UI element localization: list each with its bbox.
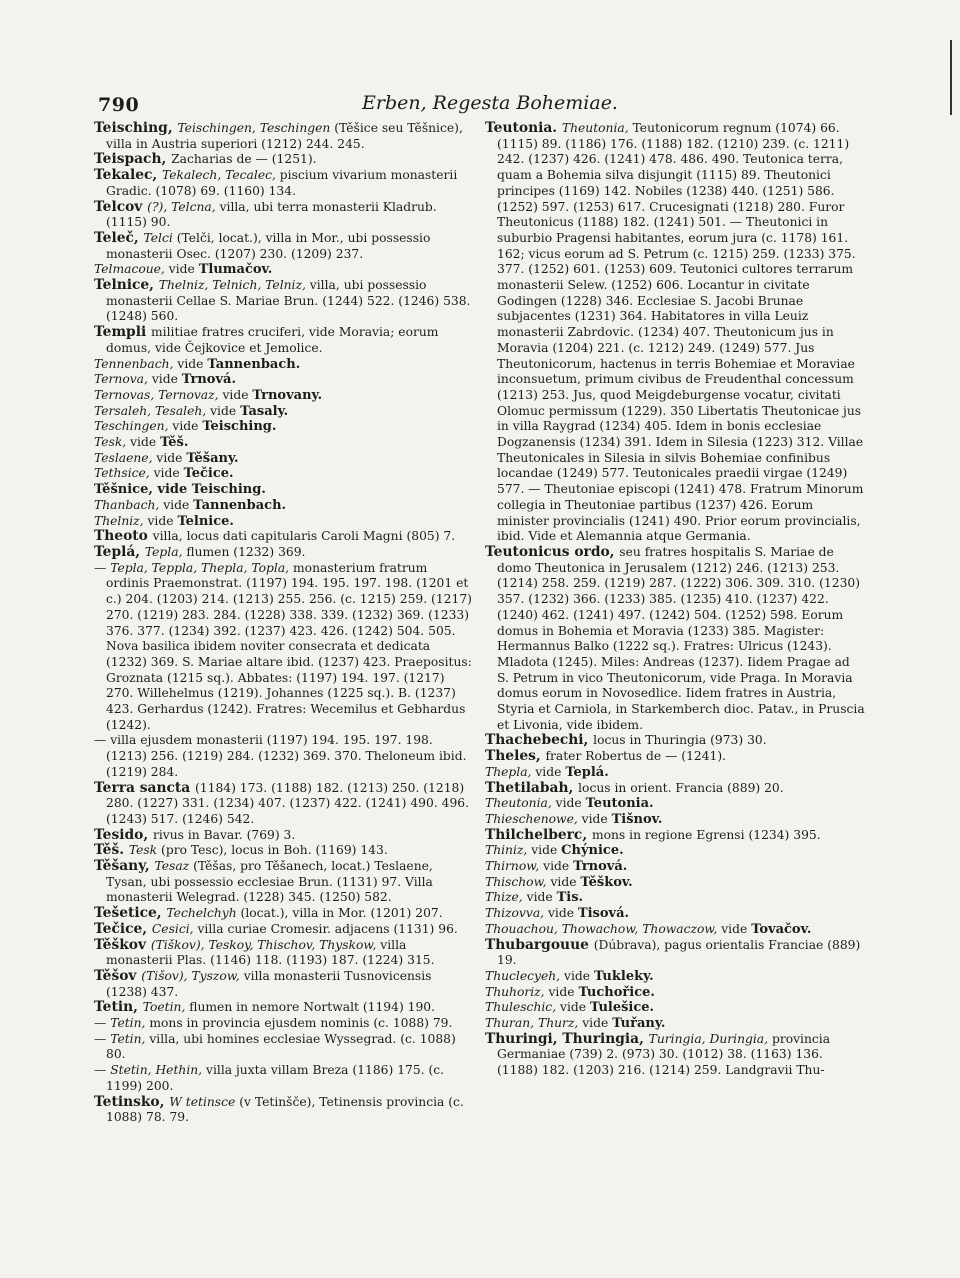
entry-text: — villa ejusdem monasterii (1197) 194. 195. 197. 198. (1213) 256. (1219) 284. (1232) 369. 370. Theloneum ibid. (1219) 284.	[94, 733, 467, 779]
entry-text: vide	[218, 387, 253, 402]
entry-cross-reference: Tukleky.	[593, 968, 654, 984]
entry-variant: Cesici,	[151, 921, 194, 936]
index-entry	[485, 828, 865, 844]
right-column	[485, 121, 865, 1079]
running-head: Erben, Regesta Bohemiae.	[362, 92, 618, 114]
entry-text: (pro Tesc), locus in Boh. (1169) 143.	[157, 843, 388, 858]
margin-rule	[950, 40, 952, 115]
index-entry	[94, 152, 474, 168]
index-entry	[485, 922, 865, 938]
index-entry	[94, 1095, 474, 1126]
entry-variant: Tesk,	[94, 435, 127, 450]
entry-headword: Terra sancta	[94, 779, 195, 796]
entry-headword: Thuringi, Thuringia,	[485, 1030, 649, 1047]
index-entry	[485, 121, 865, 545]
index-entry	[94, 121, 474, 152]
entry-headword: Thachebechi,	[485, 732, 594, 749]
entry-headword: Tetinsko,	[94, 1093, 170, 1110]
index-entry	[485, 765, 865, 781]
entry-variant: Tersaleh, Tesaleh,	[94, 403, 207, 418]
entry-text: seu fratres hospitalis S. Mariae de domo Theutonica in Jerusalem (1212) 246. (1213) 253. (1214) 258. 259. (1219) 287. (1222) 306. 309. 310. (1230) 357. (1232) 366. (1233) 385. (1235) 410. (1237) 422. (1240) 462. (1241) 497. (1242) 504. (1252) 598. Eorum domus in Bohemia et Moravia (1233) 385. Magister: Hermannus Balko (1222 sq.). Fratres: Ulricus (1243). Mladota (1245). Miles: Andreas (1237). Iidem Pragae ad S. Petrum in vico Theutonicorum, vide Praga. In Moravia domus eorum in Novosedlice. Iidem fratres in Austria, Styria et Carniola, in Starkemberch dioc. Patav., in Pruscia et Livonia, vide ibidem.	[497, 544, 865, 732]
entry-variant: Ternovas, Ternovaz,	[94, 387, 219, 402]
entry-text: locus in orient. Francia (889) 20.	[578, 780, 784, 795]
entry-variant: Tesaz	[154, 859, 190, 874]
entry-headword: Teutonia.	[485, 120, 562, 136]
entry-cross-reference: Trnová.	[181, 372, 236, 388]
entry-variant: Thirnow,	[485, 859, 540, 874]
entry-text: Teutonicorum regnum (1074) 66. (1115) 89. (1186) 176. (1188) 182. (1210) 239. (c. 1211) 242. (1237) 426. (1241) 478. 486. 490. Teutonica terra, quam a Bohemia silva disjungit (1115) 89. Theutonici principes (1169) 142. Nobiles (1238) 440. (1251) 586. (1252) 597. (1253) 617. Crucesignati (1218) 280. Furor Theutonicus (1188) 182. (1241) 501. — Theutonici in suburbio Pragensi habitantes, eorum jura (c. 1178) 161. 162; vicus eorum ad S. Petrum (c. 1215) 259. (1233) 375. 377. (1252) 601. (1253) 609. Teutonici cultores terrarum monasterii Selew. (1252) 606. Locantur in civitate Godingen (1228) 346. Ecclesiae S. Jacobi Brunae subjacentes (1231) 364. Habitatores in villa Leuiz monasterii Zabrdovic. (1234) 407. Theutonicum jus in Moravia (1204) 221. (c. 1212) 249. (1249) 577. Jus Theutonicorum, hactenus in terris Bohemiae et Moraviae inconsuetum, primum civibus de Freudenthal concessum (1213) 253. Jus, quod Meigdeburgense vocatur, civitati Olomuc permissum (1229). 350 Libertatis Theutonicae jus in villa Raygrad (1234) 405. Idem in bonis ecclesiae Dogzanensis (1234) 391. Idem in Silesia (1223) 312. Villae Theutonicales in Silesia in silvis Bohemiae confinibus locandae (1249) 577. Teutonicales praedii virgae (1249) 577. — Theutoniae episcopi (1241) 478. Fratrum Minorum collegia in Theutoniae partibus (1237) 426. Eorum minister provincialis (1241) 490. Prior eorum provincialis, ibid. Vide et Alemannia atque Germania.	[497, 121, 864, 544]
index-entry	[94, 357, 474, 373]
entry-text: vide	[539, 859, 574, 874]
entry-variant: Thischow,	[485, 874, 547, 889]
entry-text: monasterium fratrum ordinis Praemonstrat. (1197) 194. 195. 197. 198. (1201 et c.) 204. (1203) 214. (1213) 255. 256. (c. 1215) 259. (1217) 270. (1219) 283. 284. (1228) 338. 339. (1232) 369. (1233) 376. 377. (1234) 392. (1237) 423. 426. (1242) 504. 505. Nova basilica ibidem noviter consecrata et dedicata (1232) 369. S. Mariae altare ibid. (1237) 423. Praepositus: Groznata (1215 sq.). Abbates: (1197) 194. 197. (1217) 270. Willehelmus (1219). Johannes (1225 sq.). B. (1237) 423. Gerhardus (1242). Fratres: Wecemilus et Gebhardus (1242).	[106, 560, 472, 732]
entry-variant: Telci	[143, 230, 173, 245]
left-column	[94, 121, 474, 1126]
entry-variant: (?), Telcna,	[147, 199, 216, 214]
index-entry	[94, 482, 474, 498]
index-entry	[94, 1016, 474, 1032]
index-entry	[94, 1000, 474, 1016]
entry-variant: Toetin,	[142, 1000, 186, 1015]
entry-cross-reference: Těšnice, vide Teisching.	[94, 482, 266, 498]
entry-headword: Templi	[94, 324, 151, 341]
entry-cross-reference: Tečice.	[183, 466, 234, 482]
entry-variant: Thouachou, Thowachow, Thowaczow,	[485, 921, 718, 936]
entry-text: flumen in nemore Nortwalt (1194) 190.	[185, 1000, 436, 1015]
entry-headword: Teutonicus ordo,	[485, 543, 620, 560]
entry-headword: Teleč,	[94, 229, 144, 246]
index-entry	[485, 843, 865, 859]
entry-text: villa monasterii Tusnovicensis (1238) 437.	[106, 968, 432, 999]
entry-variant: — Tepla, Teppla, Thepla, Topla,	[94, 560, 290, 575]
entry-variant: Tekalech, Tecalec,	[162, 168, 276, 183]
index-entry	[485, 859, 865, 875]
entry-cross-reference: Tannenbach.	[207, 356, 301, 372]
index-entry	[94, 168, 474, 199]
entry-headword: Telnice,	[94, 277, 159, 294]
entry-text: vide	[143, 513, 178, 528]
entry-text: rivus in Bavar. (769) 3.	[152, 827, 296, 842]
entry-variant: W tetinsce	[169, 1094, 236, 1109]
index-entry	[94, 451, 474, 467]
entry-headword: Theoto	[94, 528, 153, 545]
entry-headword: Tekalec,	[94, 167, 162, 184]
entry-cross-reference: Tlumačov.	[198, 262, 273, 278]
entry-cross-reference: Trnová.	[573, 859, 628, 875]
entry-cross-reference: Tannenbach.	[193, 497, 287, 513]
index-entry	[94, 969, 474, 1000]
entry-text: (Telči, locat.), villa in Mor., ubi possessio monasterii Osec. (1207) 230. (1209) 237.	[106, 230, 431, 261]
entry-text: vide	[173, 356, 208, 371]
index-entry	[94, 781, 474, 828]
entry-cross-reference: Tišnov.	[611, 811, 663, 827]
entry-variant: Thieschenowe,	[485, 811, 578, 826]
index-entry	[94, 545, 474, 561]
entry-text: vide	[544, 984, 579, 999]
entry-headword: Thubargouue	[485, 936, 594, 953]
entry-text: frater Robertus de — (1241).	[545, 749, 727, 764]
index-entry	[94, 922, 474, 938]
entry-headword: Teisching,	[94, 120, 178, 136]
entry-variant: Thepla,	[485, 764, 532, 779]
entry-headword: Thetilabah,	[485, 779, 579, 796]
entry-headword: Těš.	[94, 842, 129, 859]
entry-headword: Teispach,	[94, 151, 172, 168]
entry-text: vide	[531, 764, 566, 779]
entry-variant: Teischingen, Teschingen	[177, 121, 331, 135]
index-entry	[94, 859, 474, 906]
entry-variant: Tethsice,	[94, 466, 150, 481]
entry-text: provincia Germaniae (739) 2. (973) 30. (1012) 38. (1163) 136. (1188) 182. (1203) 216. (1214) 259. Landgravii Thu-	[497, 1031, 831, 1078]
entry-text: vide	[551, 796, 586, 811]
entry-variant: Thuhoriz,	[485, 984, 545, 999]
index-entry	[94, 938, 474, 969]
entry-cross-reference: Tulešice.	[589, 1000, 655, 1016]
index-entry	[485, 875, 865, 891]
entry-headword: Tetin,	[94, 999, 143, 1016]
index-entry	[94, 529, 474, 545]
entry-cross-reference: Teplá.	[565, 764, 609, 780]
index-entry	[94, 278, 474, 325]
index-entry	[94, 561, 474, 734]
index-entry	[485, 749, 865, 765]
page-number: 790	[98, 94, 140, 116]
index-entry	[94, 906, 474, 922]
entry-cross-reference: Těšany.	[186, 450, 239, 466]
entry-variant: Theutonia,	[485, 796, 552, 811]
entry-cross-reference: Těškov.	[580, 874, 633, 890]
entry-text: villa juxta villam Breza (1186) 175. (c. 1199) 200.	[106, 1063, 445, 1093]
entry-text: mons in provincia ejusdem nominis (c. 1088) 79.	[145, 1016, 453, 1031]
entry-variant: Ternova,	[94, 372, 148, 387]
entry-variant: Thize,	[485, 890, 523, 905]
entry-text: villa, locus dati capitularis Caroli Magni (805) 7.	[152, 529, 456, 544]
entry-variant: Thiniz,	[485, 843, 528, 858]
entry-cross-reference: Chýnice.	[561, 843, 624, 859]
entry-text: vide	[546, 874, 581, 889]
entry-variant: Theutonia,	[561, 121, 629, 135]
entry-text: villa monasterii Plas. (1146) 118. (1193) 187. (1224) 315.	[106, 937, 435, 968]
entry-text: villa, ubi possessio monasterii Cellae S. Mariae Brun. (1244) 522. (1246) 538. (1248) 560.	[106, 278, 471, 324]
index-entry	[94, 262, 474, 278]
index-entry	[94, 419, 474, 435]
index-entry	[94, 843, 474, 859]
entry-text: (Dúbrava), pagus orientalis Franciae (889) 19.	[497, 937, 861, 968]
entry-text: vide	[556, 1000, 590, 1015]
entry-variant: Tennenbach,	[94, 356, 174, 371]
entry-headword: Těškov	[94, 936, 151, 953]
entry-text: mons in regione Egrensi (1234) 395.	[591, 827, 821, 842]
index-entry	[94, 435, 474, 451]
entry-text: locus in Thuringia (973) 30.	[593, 733, 767, 748]
entry-cross-reference: Tovačov.	[751, 921, 812, 937]
index-entry	[94, 514, 474, 530]
entry-text: vide	[149, 466, 184, 481]
entry-text: vide	[717, 921, 752, 936]
entry-text: (v Tetinšče), Tetinensis provincia (c. 1088) 78. 79.	[106, 1094, 464, 1125]
entry-text: vide	[577, 811, 612, 826]
entry-text: militiae fratres cruciferi, vide Moravia; eorum domus, vide Čejkovice et Jemolice.	[106, 325, 439, 355]
entry-variant: — Tetin,	[94, 1031, 146, 1046]
entry-headword: Tečice,	[94, 920, 152, 937]
entry-cross-reference: Trnovany.	[252, 387, 323, 403]
entry-text: vide	[147, 372, 182, 387]
index-entry	[485, 781, 865, 797]
entry-text: vide	[168, 419, 203, 434]
index-entry	[94, 388, 474, 404]
index-entry	[485, 796, 865, 812]
entry-text: piscium vivarium monasterii Gradic. (1078) 69. (1160) 134.	[106, 168, 458, 198]
entry-variant: Thizovva,	[485, 906, 545, 921]
entry-headword: Tešetice,	[94, 905, 167, 922]
entry-variant: Tepla,	[144, 544, 183, 559]
entry-cross-reference: Teisching.	[202, 419, 277, 435]
entry-headword: Tesido,	[94, 826, 153, 843]
entry-text: vide	[164, 262, 199, 277]
entry-headword: Telcov	[94, 198, 148, 215]
entry-variant: Thuran, Thurz,	[485, 1016, 579, 1031]
entry-cross-reference: Tisová.	[577, 906, 630, 922]
index-entry	[94, 404, 474, 420]
entry-headword: Thilchelberc,	[485, 826, 592, 843]
index-entry	[94, 372, 474, 388]
index-entry	[94, 1032, 474, 1063]
entry-text: vide	[544, 906, 578, 921]
index-entry	[485, 733, 865, 749]
entry-headword: Těšany,	[94, 858, 155, 875]
entry-headword: Theles,	[485, 748, 546, 765]
entry-cross-reference: Telnice.	[177, 513, 234, 529]
entry-text: (1184) 173. (1188) 182. (1213) 250. (1218) 280. (1227) 331. (1234) 407. (1237) 422. (1241) 490. 496. (1243) 517. (1246) 542.	[106, 780, 470, 826]
entry-text: (Těšas, pro Těšanech, locat.) Teslaene, Tysan, ubi possessio ecclesiae Brun. (1131) 97. Villa monasterii Welegrad. (1228) 345. (1250) 582.	[106, 859, 433, 905]
index-entry	[485, 812, 865, 828]
entry-cross-reference: Tuchořice.	[578, 984, 655, 1000]
entry-variant: — Tetin,	[94, 1016, 146, 1031]
entry-text: vide	[152, 450, 187, 465]
entry-variant: Techelchyh	[166, 906, 237, 921]
entry-headword: Těšov	[94, 967, 142, 984]
index-entry	[485, 1000, 865, 1016]
index-entry	[485, 969, 865, 985]
entry-text: vide	[126, 435, 161, 450]
index-entry	[94, 828, 474, 844]
entry-variant: (Tiškov), Teskoy, Thischov, Thyskow,	[150, 937, 377, 952]
entry-variant: Telmacoue,	[94, 262, 165, 277]
entry-variant: Teschingen,	[94, 419, 169, 434]
entry-variant: Thelniz,	[94, 513, 144, 528]
entry-text: (Těšice seu Těšnice), villa in Austria superiori (1212) 244. 245.	[106, 121, 463, 151]
index-entry	[94, 498, 474, 514]
index-entry	[485, 906, 865, 922]
entry-variant: Thelniz, Telnich, Telniz,	[158, 278, 306, 293]
entry-text: (locat.), villa in Mor. (1201) 207.	[236, 906, 443, 921]
index-entry	[94, 325, 474, 356]
entry-text: flumen (1232) 369.	[182, 544, 306, 559]
entry-text: vide	[522, 890, 557, 905]
index-entry	[94, 733, 474, 780]
entry-text: Zacharias de — (1251).	[171, 152, 317, 167]
index-entry	[94, 466, 474, 482]
entry-cross-reference: Těš.	[160, 435, 189, 451]
entry-text: vide	[206, 403, 241, 418]
entry-variant: Turingia, Duringia,	[648, 1031, 769, 1046]
entry-text: vide	[578, 1016, 613, 1031]
entry-cross-reference: Tuřany.	[612, 1016, 666, 1032]
index-entry	[485, 938, 865, 969]
index-entry	[94, 1063, 474, 1094]
entry-text: villa, ubi homines ecclesiae Wyssegrad. (c. 1088) 80.	[106, 1031, 456, 1062]
entry-headword: Teplá,	[94, 543, 145, 560]
entry-variant: Teslaene,	[94, 450, 153, 465]
entry-text: vide	[560, 968, 594, 983]
index-entry	[485, 1032, 865, 1079]
entry-variant: Thuclecyeh,	[485, 968, 561, 983]
entry-variant: Tesk	[128, 843, 158, 858]
entry-variant: Thanbach,	[94, 497, 160, 512]
entry-text: vide	[527, 843, 562, 858]
entry-cross-reference: Tis.	[556, 890, 584, 906]
index-entry	[485, 545, 865, 733]
entry-text: vide	[159, 497, 194, 512]
entry-variant: Thuleschic,	[485, 1000, 557, 1015]
entry-cross-reference: Tasaly.	[240, 403, 289, 419]
index-entry	[485, 985, 865, 1001]
entry-cross-reference: Teutonia.	[585, 796, 654, 812]
index-entry	[94, 200, 474, 231]
entry-text: villa curiae Cromesir. adjacens (1131) 96.	[193, 921, 458, 936]
index-entry	[485, 1016, 865, 1032]
index-entry	[94, 231, 474, 262]
index-entry	[485, 890, 865, 906]
entry-text: villa, ubi terra monasterii Kladrub. (1115) 90.	[106, 199, 437, 230]
entry-variant: — Stetin, Hethin,	[94, 1063, 203, 1078]
entry-variant: (Tišov), Tyszow,	[141, 968, 240, 983]
